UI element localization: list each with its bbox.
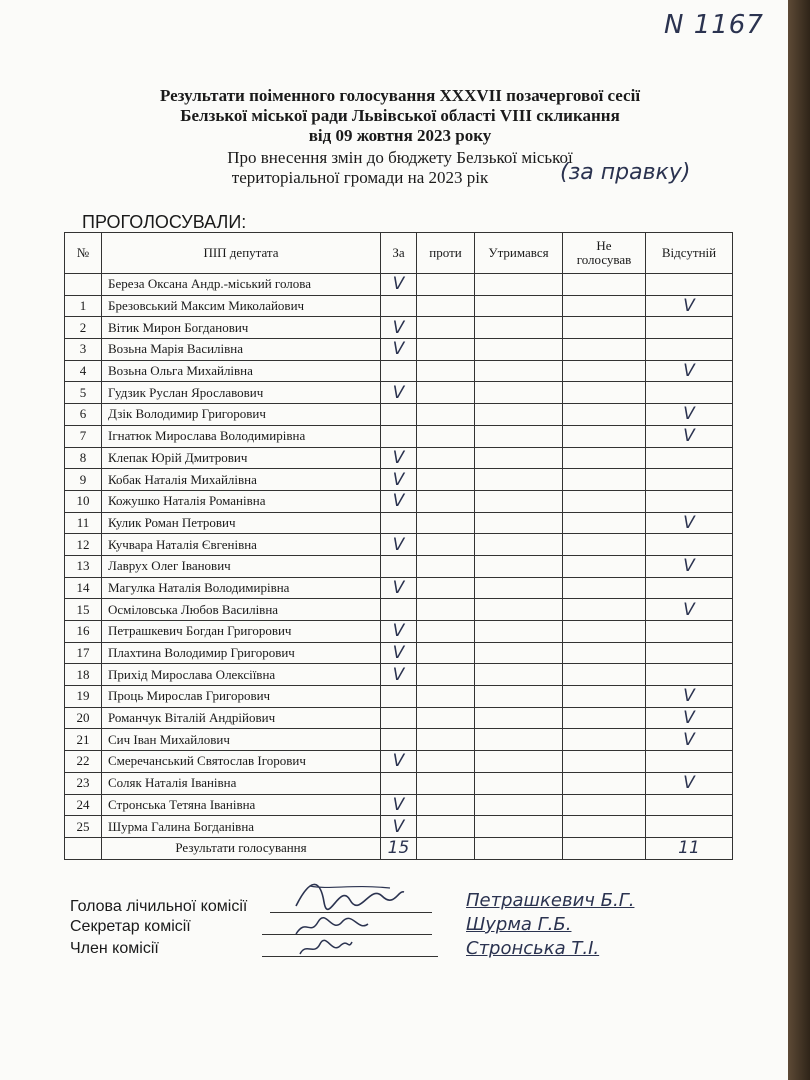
title-line-2: Белзької міської ради Львівської області VIII скликання xyxy=(180,106,620,125)
vote-utrymavsia xyxy=(475,729,563,751)
deputy-name: Прихід Мирослава Олексіївна xyxy=(102,664,381,686)
row-number: 7 xyxy=(65,425,102,447)
vote-za: V xyxy=(381,664,417,686)
vote-utrymavsia xyxy=(475,621,563,643)
vote-proty xyxy=(417,512,475,534)
vote-proty xyxy=(417,295,475,317)
row-number: 21 xyxy=(65,729,102,751)
table-row xyxy=(65,360,733,382)
table-row xyxy=(65,729,733,751)
vote-za xyxy=(381,729,417,751)
deputy-name: Магулка Наталія Володимирівна xyxy=(102,577,381,599)
vote-proty xyxy=(417,339,475,361)
vote-za: V xyxy=(381,274,417,296)
deputy-name: Романчук Віталій Андрійович xyxy=(102,707,381,729)
total-utrymavsia xyxy=(475,837,563,859)
total-vidsutnii: 11 xyxy=(646,837,733,859)
vote-utrymavsia xyxy=(475,490,563,512)
deputy-name: Вітик Мирон Богданович xyxy=(102,317,381,339)
vote-za xyxy=(381,599,417,621)
vote-proty xyxy=(417,664,475,686)
vote-proty xyxy=(417,555,475,577)
vote-vidsutnii xyxy=(646,534,733,556)
total-empty-cell xyxy=(65,837,102,859)
vote-ne-holosuvav xyxy=(563,382,646,404)
vote-ne-holosuvav xyxy=(563,295,646,317)
vote-za xyxy=(381,707,417,729)
vote-za: V xyxy=(381,642,417,664)
vote-ne-holosuvav xyxy=(563,317,646,339)
vote-ne-holosuvav xyxy=(563,599,646,621)
vote-proty xyxy=(417,274,475,296)
vote-ne-holosuvav xyxy=(563,772,646,794)
table-row xyxy=(65,599,733,621)
vote-proty xyxy=(417,577,475,599)
column-header: ПІП депутата xyxy=(102,233,381,274)
row-number: 20 xyxy=(65,707,102,729)
vote-utrymavsia xyxy=(475,317,563,339)
row-number: 6 xyxy=(65,404,102,426)
vote-proty xyxy=(417,534,475,556)
column-header: Не голосував xyxy=(563,233,646,274)
deputy-name: Возьна Ольга Михайлівна xyxy=(102,360,381,382)
vote-utrymavsia xyxy=(475,382,563,404)
vote-ne-holosuvav xyxy=(563,339,646,361)
vote-vidsutnii xyxy=(646,794,733,816)
vote-proty xyxy=(417,794,475,816)
vote-vidsutnii xyxy=(646,577,733,599)
signature-name: Петрашкевич Б.Г. xyxy=(466,890,635,911)
vote-utrymavsia xyxy=(475,707,563,729)
subject-line-2: територіальної громади на 2023 рік xyxy=(231,168,489,187)
vote-proty xyxy=(417,490,475,512)
vote-vidsutnii xyxy=(646,382,733,404)
vote-vidsutnii: V xyxy=(646,707,733,729)
deputy-name: Гудзик Руслан Ярославович xyxy=(102,382,381,404)
row-number: 3 xyxy=(65,339,102,361)
vote-za: V xyxy=(381,751,417,773)
column-header: проти xyxy=(417,233,475,274)
row-number: 19 xyxy=(65,686,102,708)
column-header: Утримався xyxy=(475,233,563,274)
vote-ne-holosuvav xyxy=(563,686,646,708)
vote-za xyxy=(381,772,417,794)
deputy-name: Лаврух Олег Іванович xyxy=(102,555,381,577)
vote-vidsutnii: V xyxy=(646,425,733,447)
table-row xyxy=(65,794,733,816)
row-number: 10 xyxy=(65,490,102,512)
vote-ne-holosuvav xyxy=(563,577,646,599)
row-number: 18 xyxy=(65,664,102,686)
vote-vidsutnii: V xyxy=(646,295,733,317)
vote-ne-holosuvav xyxy=(563,490,646,512)
vote-proty xyxy=(417,599,475,621)
vote-ne-holosuvav xyxy=(563,707,646,729)
deputy-name: Береза Оксана Андр.-міський голова xyxy=(102,274,381,296)
deputy-name: Осміловська Любов Василівна xyxy=(102,599,381,621)
total-proty xyxy=(417,837,475,859)
vote-proty xyxy=(417,360,475,382)
table-row xyxy=(65,490,733,512)
vote-proty xyxy=(417,642,475,664)
deputy-name: Плахтина Володимир Григорович xyxy=(102,642,381,664)
vote-utrymavsia xyxy=(475,686,563,708)
vote-vidsutnii xyxy=(646,490,733,512)
vote-utrymavsia xyxy=(475,794,563,816)
vote-utrymavsia xyxy=(475,772,563,794)
vote-za xyxy=(381,360,417,382)
vote-za: V xyxy=(381,794,417,816)
deputy-name: Ігнатюк Мирослава Володимирівна xyxy=(102,425,381,447)
table-row xyxy=(65,339,733,361)
vote-utrymavsia xyxy=(475,599,563,621)
vote-vidsutnii: V xyxy=(646,772,733,794)
vote-proty xyxy=(417,751,475,773)
voted-label: ПРОГОЛОСУВАЛИ: xyxy=(82,212,247,232)
vote-vidsutnii xyxy=(646,469,733,491)
vote-ne-holosuvav xyxy=(563,447,646,469)
table-row xyxy=(65,512,733,534)
vote-za xyxy=(381,686,417,708)
title-line-3: від 09 жовтня 2023 року xyxy=(308,126,492,145)
vote-vidsutnii: V xyxy=(646,729,733,751)
vote-proty xyxy=(417,816,475,838)
deputy-name: Сич Іван Михайлович xyxy=(102,729,381,751)
deputy-name: Кобак Наталія Михайлівна xyxy=(102,469,381,491)
vote-vidsutnii xyxy=(646,621,733,643)
column-header: За xyxy=(381,233,417,274)
signature-name: Стронська Т.І. xyxy=(466,938,600,959)
vote-vidsutnii xyxy=(646,317,733,339)
vote-utrymavsia xyxy=(475,425,563,447)
table-row xyxy=(65,295,733,317)
vote-za xyxy=(381,295,417,317)
subject-line-1: Про внесення змін до бюджету Белзької міської xyxy=(227,148,573,167)
row-number: 24 xyxy=(65,794,102,816)
vote-ne-holosuvav xyxy=(563,555,646,577)
table-row xyxy=(65,469,733,491)
deputy-name: Клепак Юрій Дмитрович xyxy=(102,447,381,469)
vote-ne-holosuvav xyxy=(563,794,646,816)
table-row xyxy=(65,816,733,838)
vote-proty xyxy=(417,317,475,339)
total-label: Результати голосування xyxy=(102,837,381,859)
table-row xyxy=(65,425,733,447)
vote-za xyxy=(381,555,417,577)
row-number xyxy=(65,274,102,296)
vote-za: V xyxy=(381,490,417,512)
vote-ne-holosuvav xyxy=(563,534,646,556)
vote-proty xyxy=(417,425,475,447)
deputy-name: Дзік Володимир Григорович xyxy=(102,404,381,426)
row-number: 1 xyxy=(65,295,102,317)
deputy-name: Кулик Роман Петрович xyxy=(102,512,381,534)
vote-utrymavsia xyxy=(475,751,563,773)
table-body xyxy=(65,274,733,838)
vote-proty xyxy=(417,404,475,426)
vote-za: V xyxy=(381,339,417,361)
vote-utrymavsia xyxy=(475,512,563,534)
table-row xyxy=(65,664,733,686)
row-number: 17 xyxy=(65,642,102,664)
total-row xyxy=(65,837,733,859)
vote-za xyxy=(381,512,417,534)
vote-za: V xyxy=(381,621,417,643)
row-number: 5 xyxy=(65,382,102,404)
table-row xyxy=(65,274,733,296)
vote-vidsutnii: V xyxy=(646,599,733,621)
handwritten-signature-icon xyxy=(296,936,356,960)
vote-proty xyxy=(417,382,475,404)
table-row xyxy=(65,686,733,708)
table-row xyxy=(65,621,733,643)
vote-ne-holosuvav xyxy=(563,425,646,447)
vote-vidsutnii: V xyxy=(646,686,733,708)
handwritten-note: (за правку) xyxy=(560,160,691,185)
vote-utrymavsia xyxy=(475,339,563,361)
vote-proty xyxy=(417,686,475,708)
vote-za: V xyxy=(381,816,417,838)
deputy-name: Кожушко Наталія Романівна xyxy=(102,490,381,512)
row-number: 2 xyxy=(65,317,102,339)
vote-vidsutnii xyxy=(646,447,733,469)
deputy-name: Петрашкевич Богдан Григорович xyxy=(102,621,381,643)
vote-za: V xyxy=(381,469,417,491)
vote-proty xyxy=(417,469,475,491)
row-number: 15 xyxy=(65,599,102,621)
vote-za: V xyxy=(381,447,417,469)
vote-ne-holosuvav xyxy=(563,816,646,838)
vote-ne-holosuvav xyxy=(563,729,646,751)
deputy-name: Возьна Марія Василівна xyxy=(102,339,381,361)
table-row xyxy=(65,404,733,426)
row-number: 9 xyxy=(65,469,102,491)
vote-ne-holosuvav xyxy=(563,621,646,643)
row-number: 22 xyxy=(65,751,102,773)
row-number: 8 xyxy=(65,447,102,469)
vote-vidsutnii: V xyxy=(646,555,733,577)
vote-vidsutnii: V xyxy=(646,404,733,426)
table-row xyxy=(65,751,733,773)
vote-vidsutnii: V xyxy=(646,360,733,382)
vote-proty xyxy=(417,729,475,751)
signature-role: Член комісії xyxy=(70,940,159,957)
row-number: 12 xyxy=(65,534,102,556)
vote-za: V xyxy=(381,534,417,556)
vote-utrymavsia xyxy=(475,469,563,491)
vote-proty xyxy=(417,772,475,794)
vote-utrymavsia xyxy=(475,404,563,426)
table-row xyxy=(65,317,733,339)
document-number: N 1167 xyxy=(664,10,764,40)
deputy-name: Смеречанський Святослав Ігорович xyxy=(102,751,381,773)
vote-ne-holosuvav xyxy=(563,512,646,534)
row-number: 23 xyxy=(65,772,102,794)
vote-ne-holosuvav xyxy=(563,404,646,426)
table-row xyxy=(65,534,733,556)
row-number: 25 xyxy=(65,816,102,838)
vote-ne-holosuvav xyxy=(563,469,646,491)
vote-proty xyxy=(417,447,475,469)
vote-utrymavsia xyxy=(475,664,563,686)
table-row xyxy=(65,707,733,729)
total-ne-holosuvav xyxy=(563,837,646,859)
vote-za: V xyxy=(381,382,417,404)
title-line-1: Результати поіменного голосування XXXVII позачергової сесії xyxy=(159,86,641,105)
vote-utrymavsia xyxy=(475,274,563,296)
column-header: № xyxy=(65,233,102,274)
vote-proty xyxy=(417,621,475,643)
table-row xyxy=(65,577,733,599)
deputy-name: Стронська Тетяна Іванівна xyxy=(102,794,381,816)
vote-za: V xyxy=(381,577,417,599)
vote-utrymavsia xyxy=(475,534,563,556)
deputy-name: Проць Мирослав Григорович xyxy=(102,686,381,708)
deputy-name: Шурма Галина Богданівна xyxy=(102,816,381,838)
row-number: 16 xyxy=(65,621,102,643)
table-row xyxy=(65,642,733,664)
vote-ne-holosuvav xyxy=(563,664,646,686)
row-number: 13 xyxy=(65,555,102,577)
row-number: 4 xyxy=(65,360,102,382)
vote-utrymavsia xyxy=(475,816,563,838)
vote-vidsutnii xyxy=(646,664,733,686)
deputy-name: Кучвара Наталія Євгенівна xyxy=(102,534,381,556)
table-row xyxy=(65,382,733,404)
vote-vidsutnii xyxy=(646,339,733,361)
row-number: 11 xyxy=(65,512,102,534)
signature-role: Секретар комісії xyxy=(70,918,191,935)
signature-name: Шурма Г.Б. xyxy=(466,914,572,935)
column-header: Відсутній xyxy=(646,233,733,274)
table-header-row xyxy=(65,233,733,274)
vote-za: V xyxy=(381,317,417,339)
vote-vidsutnii xyxy=(646,642,733,664)
voting-table xyxy=(64,232,733,860)
vote-utrymavsia xyxy=(475,555,563,577)
table-surface-edge xyxy=(788,0,810,1080)
vote-ne-holosuvav xyxy=(563,360,646,382)
vote-utrymavsia xyxy=(475,360,563,382)
vote-za xyxy=(381,425,417,447)
vote-utrymavsia xyxy=(475,642,563,664)
vote-utrymavsia xyxy=(475,447,563,469)
table-row xyxy=(65,772,733,794)
handwritten-signature-icon xyxy=(290,872,410,916)
vote-vidsutnii xyxy=(646,816,733,838)
deputy-name: Соляк Наталія Іванівна xyxy=(102,772,381,794)
vote-utrymavsia xyxy=(475,295,563,317)
vote-ne-holosuvav xyxy=(563,642,646,664)
vote-vidsutnii xyxy=(646,751,733,773)
vote-utrymavsia xyxy=(475,577,563,599)
table-row xyxy=(65,447,733,469)
row-number: 14 xyxy=(65,577,102,599)
vote-za xyxy=(381,404,417,426)
vote-ne-holosuvav xyxy=(563,751,646,773)
vote-vidsutnii xyxy=(646,274,733,296)
signature-role: Голова лічильної комісії xyxy=(70,898,248,915)
vote-proty xyxy=(417,707,475,729)
deputy-name: Брезовський Максим Миколайович xyxy=(102,295,381,317)
vote-vidsutnii: V xyxy=(646,512,733,534)
vote-ne-holosuvav xyxy=(563,274,646,296)
total-za: 15 xyxy=(381,837,417,859)
table-row xyxy=(65,555,733,577)
